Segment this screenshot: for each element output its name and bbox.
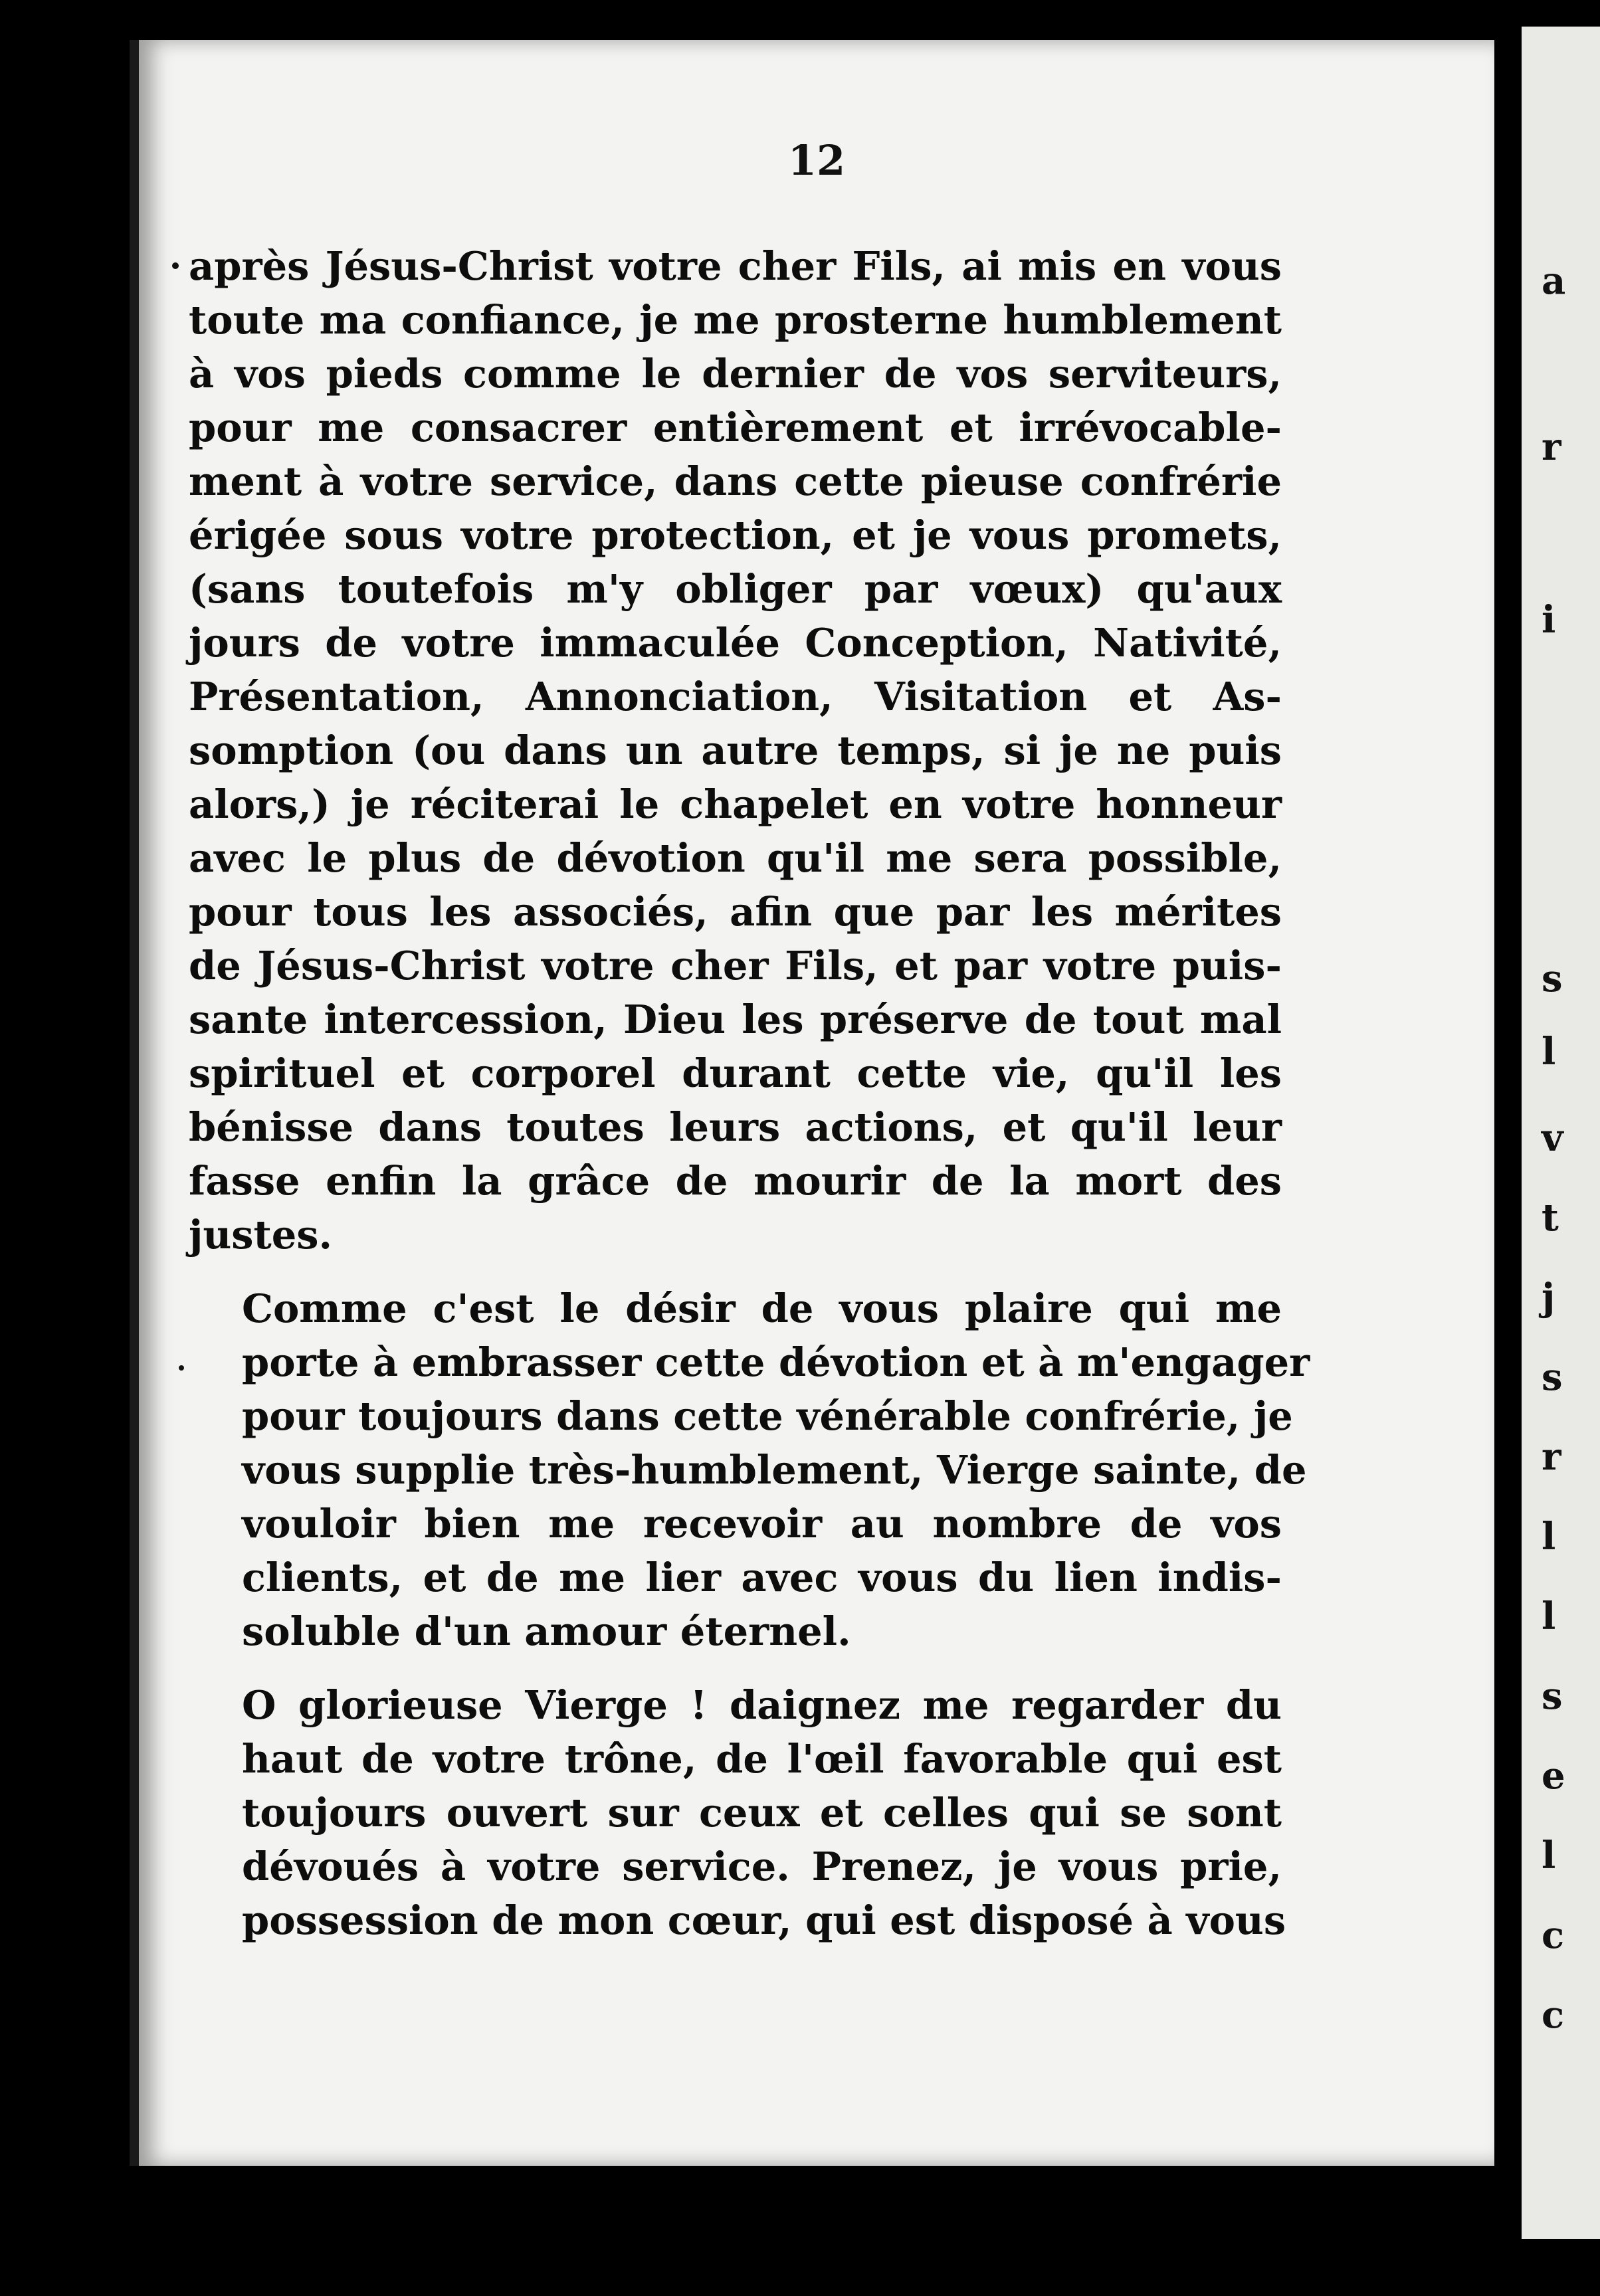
text-line: fasse enfin la grâce de mourir de la mort des	[189, 1158, 1282, 1204]
text-line: spirituel et corporel durant cette vie, qu'il les	[189, 1050, 1282, 1096]
text-line: Comme c'est le désir de vous plaire qui me	[242, 1286, 1282, 1331]
facing-page-letter: r	[1542, 1435, 1561, 1479]
text-line: justes.	[189, 1212, 333, 1258]
text-line: Présentation, Annonciation, Visitation et As-	[189, 674, 1282, 719]
text-line: somption (ou dans un autre temps, si je ne puis	[189, 727, 1282, 773]
facing-page-letter: v	[1542, 1116, 1563, 1160]
facing-page-letter: l	[1542, 1834, 1556, 1877]
facing-page-letter: r	[1542, 425, 1561, 469]
paragraph	[189, 239, 1282, 1262]
paragraph	[189, 1678, 1286, 1947]
book-page	[130, 40, 1494, 2166]
text-line: sante intercession, Dieu les préserve de tout mal	[189, 997, 1282, 1042]
facing-page-letter: l	[1542, 1030, 1556, 1074]
text-line: pour me consacrer entièrement et irrévocable-	[189, 405, 1282, 450]
page-number: 12	[787, 136, 846, 185]
text-line: avec le plus de dévotion qu'il me sera possible,	[189, 835, 1282, 881]
text-line: O glorieuse Vierge ! daignez me regarder du	[242, 1682, 1282, 1728]
text-line: à vos pieds comme le dernier de vos serviteurs,	[189, 351, 1282, 397]
text-line: jours de votre immaculée Conception, Nativité,	[189, 620, 1282, 666]
facing-page-letter: l	[1542, 1594, 1556, 1638]
text-line: érigée sous votre protection, et je vous promets,	[189, 512, 1282, 558]
text-line: bénisse dans toutes leurs actions, et qu'il leur	[189, 1104, 1282, 1150]
text-line: de Jésus-Christ votre cher Fils, et par votre puis-	[189, 943, 1282, 989]
text-line: haut de votre trône, de l'œil favorable qui est	[242, 1736, 1282, 1782]
text-line: toute ma confiance, je me prosterne humblement	[189, 297, 1282, 343]
text-line: alors,) je réciterai le chapelet en votre honneur	[189, 781, 1282, 827]
paragraph	[189, 1282, 1310, 1658]
text-line: pour tous les associés, afin que par les mérites	[189, 889, 1282, 935]
facing-page-letter: s	[1542, 1674, 1563, 1718]
ink-speck	[172, 262, 179, 269]
text-line: (sans toutefois m'y obliger par vœux) qu'aux	[189, 566, 1282, 612]
text-line: porte à embrasser cette dévotion et à m'engager	[242, 1339, 1310, 1385]
facing-page-letter: i	[1542, 598, 1556, 642]
facing-page-letter: s	[1542, 1355, 1563, 1399]
facing-page-letter: c	[1542, 1913, 1565, 1957]
text-line: après Jésus-Christ votre cher Fils, ai mis en vous	[189, 243, 1282, 289]
facing-page-letter: a	[1542, 259, 1566, 303]
text-line: pour toujours dans cette vénérable confrérie, je	[242, 1393, 1293, 1439]
facing-page-letter: j	[1542, 1276, 1555, 1319]
text-line: soluble d'un amour éternel.	[242, 1608, 851, 1654]
facing-page-letter: t	[1542, 1196, 1559, 1240]
facing-page-letter: s	[1542, 957, 1563, 1001]
body-text	[189, 239, 1310, 1947]
text-line: dévoués à votre service. Prenez, je vous prie,	[242, 1844, 1282, 1889]
facing-page-letter: c	[1542, 1993, 1565, 2037]
text-line: clients, et de me lier avec vous du lien indis-	[242, 1555, 1282, 1600]
facing-page-letter: e	[1542, 1754, 1565, 1798]
ink-speck	[179, 1365, 184, 1371]
text-line: possession de mon cœur, qui est disposé à vous	[242, 1897, 1286, 1943]
text-line: ment à votre service, dans cette pieuse confrérie	[189, 458, 1282, 504]
text-line: vous supplie très-humblement, Vierge sainte, de	[242, 1447, 1307, 1493]
text-line: toujours ouvert sur ceux et celles qui se sont	[242, 1790, 1282, 1836]
facing-page-letter: l	[1542, 1515, 1556, 1559]
facing-page-edge	[1522, 27, 1600, 2239]
text-line: vouloir bien me recevoir au nombre de vos	[242, 1501, 1282, 1547]
